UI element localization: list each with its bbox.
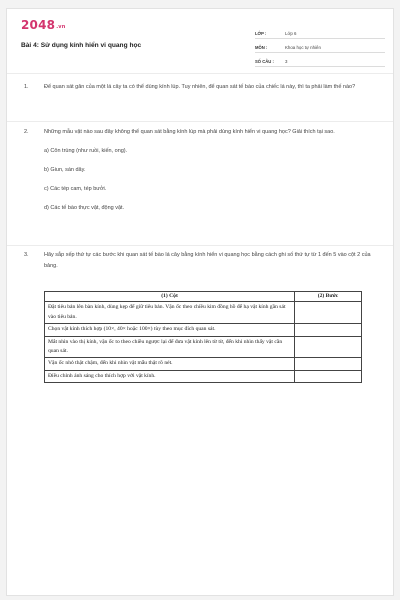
question-divider bbox=[7, 245, 393, 246]
meta-row-subject bbox=[255, 39, 385, 53]
meta-row-class bbox=[255, 25, 385, 39]
ordering-table bbox=[44, 291, 362, 383]
meta-label: MÔN : bbox=[255, 45, 268, 50]
meta-label: LỚP : bbox=[255, 31, 267, 36]
question-2 bbox=[24, 127, 384, 214]
table-row bbox=[45, 336, 362, 358]
question-1 bbox=[24, 82, 384, 93]
step-description: Mắt nhìn vào thị kính, vặn ốc to theo chiều ngược lại để đưa vật kính lên từ từ, đến khi nhìn thấy vật cần quan sát. bbox=[45, 336, 295, 358]
step-order-cell[interactable] bbox=[295, 302, 362, 324]
lesson-title: Bài 4: Sử dụng kính hiển vi quang học bbox=[21, 42, 142, 49]
header-divider bbox=[7, 73, 393, 74]
column-header-order: (2) Bước bbox=[295, 292, 362, 302]
meta-value: 3 bbox=[285, 59, 288, 64]
meta-row-question-count bbox=[255, 53, 385, 67]
site-logo[interactable] bbox=[21, 18, 66, 32]
step-order-cell[interactable] bbox=[295, 336, 362, 358]
step-order-cell[interactable] bbox=[295, 324, 362, 336]
step-order-cell[interactable] bbox=[295, 370, 362, 382]
question-number: 2. bbox=[24, 129, 29, 135]
worksheet-page bbox=[6, 8, 394, 596]
step-description: Chọn vật kính thích hợp (10×, 40× hoặc 100×) tùy theo mục đích quan sát. bbox=[45, 324, 295, 336]
table-row bbox=[45, 358, 362, 370]
worksheet-meta bbox=[255, 25, 385, 67]
table-row bbox=[45, 370, 362, 382]
meta-value: Lớp 6 bbox=[285, 31, 297, 36]
question-3 bbox=[24, 250, 384, 272]
step-order-cell[interactable] bbox=[295, 358, 362, 370]
question-number: 3. bbox=[24, 252, 29, 258]
answer-option-d: d) Các tế bào thực vật, động vật. bbox=[44, 205, 125, 211]
question-number: 1. bbox=[24, 84, 29, 90]
table-row bbox=[45, 302, 362, 324]
question-text: Để quan sát gân của một lá cây ta có thể dùng kính lúp. Tuy nhiên, để quan sát tế bào của chiếc lá này, thì ta phải làm thế nào? bbox=[44, 84, 356, 90]
table-header-row bbox=[45, 292, 362, 302]
answer-option-b: b) Giun, sán dây. bbox=[44, 167, 86, 173]
logo-text: 2048 bbox=[21, 18, 56, 32]
column-header-steps: (1) Cột bbox=[45, 292, 295, 302]
question-divider bbox=[7, 121, 393, 122]
step-description: Điều chỉnh ánh sáng cho thích hợp với vật kính. bbox=[45, 370, 295, 382]
answer-option-a: a) Côn trùng (như ruồi, kiến, ong). bbox=[44, 148, 128, 154]
logo-suffix: .vn bbox=[56, 24, 66, 30]
answer-option-c: c) Các tép cam, tép bưởi. bbox=[44, 186, 107, 192]
step-description: Đặt tiêu bản lên bàn kính, dùng kẹp để giữ tiêu bản. Vặn ốc theo chiều kim đồng hồ để hạ vật kính gần sát vào tiêu bản. bbox=[45, 302, 295, 324]
meta-label: SỐ CÂU : bbox=[255, 59, 274, 64]
table-row bbox=[45, 324, 362, 336]
question-text: Những mẫu vật nào sau đây không thể quan sát bằng kính lúp mà phải dùng kính hiển vi quang học? Giải thích tại sao. bbox=[44, 129, 335, 135]
step-description: Vặn ốc nhỏ thật chậm, đến khi nhìn vật mẫu thật rõ nét. bbox=[45, 358, 295, 370]
question-text: Hãy sắp xếp thứ tự các bước khi quan sát tế bào lá cây bằng kính hiển vi quang học bằng cách ghi số thứ tự từ 1 đến 5 vào cột 2 của bảng. bbox=[44, 252, 371, 269]
meta-value: Khoa học tự nhiên bbox=[285, 45, 321, 50]
